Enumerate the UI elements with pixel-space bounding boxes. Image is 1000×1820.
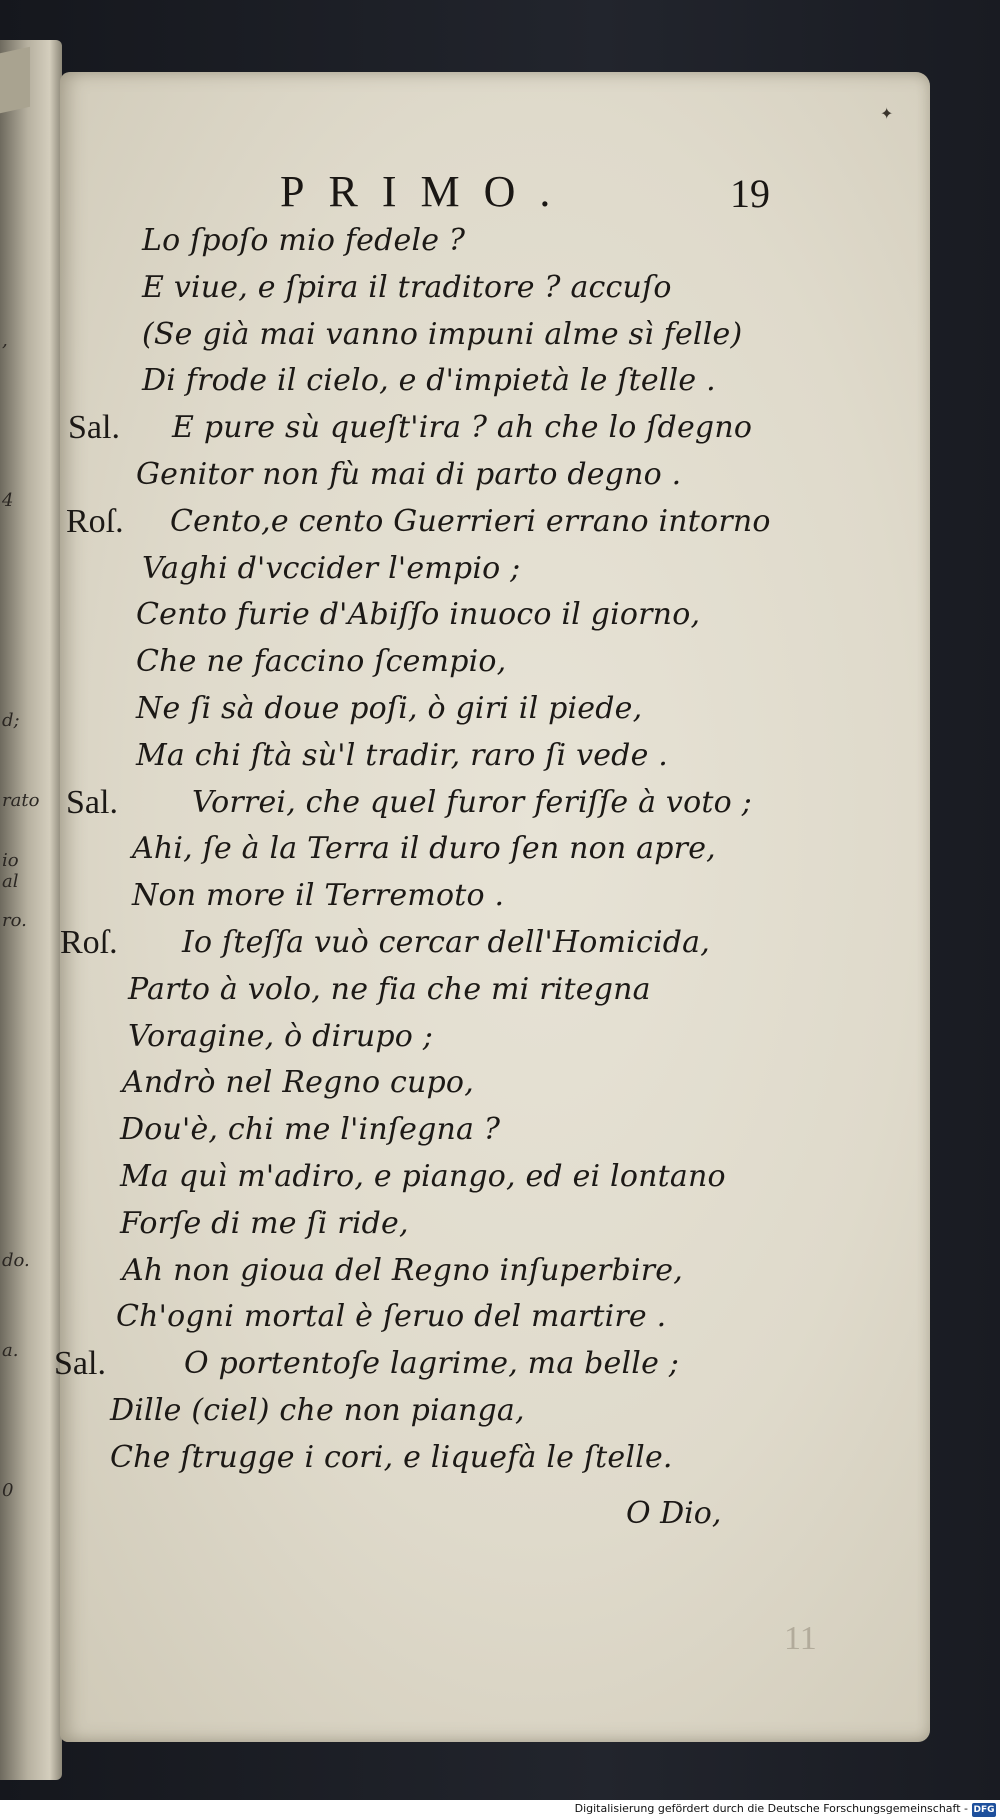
verse-text: Parto à volo, ne fia che mi ritegna: [128, 971, 651, 1007]
verse-line: [80, 452, 840, 499]
verse-text: Lo ſpoſo mio fedele ?: [142, 223, 466, 258]
verse-text: Voragine, ò dirupo ;: [128, 1018, 434, 1054]
verse-line: [80, 686, 840, 733]
margin-fragment: rato: [2, 790, 40, 811]
verse-line: [80, 1248, 840, 1295]
verse-line: [80, 1201, 840, 1248]
verse-text: Ma quì m'adiro, e piango, ed ei lontano: [120, 1158, 726, 1194]
verse-line: [54, 1341, 840, 1388]
verse-line: [80, 265, 840, 312]
verse-text: O portentoſe lagrime, ma belle ;: [184, 1346, 680, 1382]
verse-line: [80, 1060, 840, 1107]
page-header: [280, 166, 800, 226]
verse-line: [80, 639, 840, 686]
verse-line: [80, 1435, 840, 1482]
margin-fragment: ro.: [2, 910, 27, 931]
verse-line: [80, 733, 840, 780]
verse-text: Genitor non fù mai di parto degno .: [136, 456, 682, 492]
verse-line: [66, 499, 840, 546]
verse-text: Ne ſi sà doue poſi, ò giri il piede,: [136, 690, 643, 726]
verse-line: [80, 592, 840, 639]
verse-line: [66, 780, 840, 827]
verse-text: Forſe di me ſi ride,: [120, 1205, 409, 1241]
verse-text: Dou'è, chi me l'inſegna ?: [120, 1112, 501, 1148]
verse-line: [68, 405, 840, 452]
funding-credit: Digitalisierung gefördert durch die Deutsche Forschungsgemeinschaft -: [574, 1802, 968, 1815]
verse-text: Ah non gioua del Regno inſuperbire,: [122, 1252, 683, 1288]
verse-text: Vaghi d'vccider l'empio ;: [142, 550, 521, 586]
page-number: 19: [730, 171, 770, 216]
verse-text: E pure sù queſt'ira ? ah che lo ſdegno: [172, 410, 753, 446]
verse-line: [80, 1294, 840, 1341]
digitization-footer: [0, 1800, 1000, 1820]
verse-line: [80, 1107, 840, 1154]
verse-line: [80, 218, 840, 265]
verse-text: (Se già mai vanno impuni alme sì felle): [142, 316, 743, 352]
verse-line: [80, 1154, 840, 1201]
verse-text: Andrò nel Regno cupo,: [122, 1065, 474, 1101]
verse-line: [80, 546, 840, 593]
verse-line: [80, 826, 840, 873]
verse-text: Non more il Terremoto .: [132, 878, 505, 914]
margin-fragment: ,: [2, 330, 8, 351]
verse-text-block: [54, 218, 840, 1482]
verse-text: Cento,e cento Guerrieri errano intorno: [170, 503, 771, 539]
verse-text: Io ſteſſa vuò cercar dell'Homicida,: [182, 924, 711, 960]
verse-line: [80, 358, 840, 405]
verse-text: Cento furie d'Abiſſo inuoco il giorno,: [136, 597, 701, 633]
verse-text: Ch'ogni mortal è ſeruo del martire .: [116, 1299, 667, 1335]
verse-text: Che ne faccino ſcempio,: [136, 644, 507, 680]
margin-fragment: d;: [2, 710, 20, 731]
margin-fragment: do.: [2, 1250, 30, 1271]
verse-text: E viue, e ſpira il traditore ? accuſo: [142, 269, 672, 305]
speaker-label: Sal.: [68, 409, 120, 447]
speaker-label: Roſ.: [60, 923, 118, 961]
margin-fragment: a.: [2, 1340, 19, 1361]
speaker-label: Sal.: [66, 783, 118, 821]
verse-line: [60, 920, 840, 967]
speaker-label: Sal.: [54, 1345, 106, 1383]
pencil-annotation: 11: [784, 1620, 817, 1657]
dfg-logo: DFG: [973, 1805, 995, 1815]
verse-text: Di frode il cielo, e d'impietà le ſtelle .: [142, 363, 716, 399]
verse-text: Dille (ciel) che non pianga,: [110, 1392, 525, 1428]
margin-fragment: 4: [2, 490, 14, 511]
catchword: O Dio,: [626, 1496, 722, 1531]
verse-text: Ma chi ſtà sù'l tradir, raro ſi vede .: [136, 737, 668, 773]
verse-text: Ahi, ſe à la Terra il duro ſen non apre,: [132, 831, 716, 867]
verse-text: Che ſtrugge i cori, e liquefà le ſtelle.: [110, 1439, 673, 1475]
speaker-label: Roſ.: [66, 502, 124, 540]
verse-line: [80, 1014, 840, 1061]
verse-text: Vorrei, che quel furor feriſſe à voto ;: [192, 784, 752, 820]
facing-page-text-fragments: [0, 330, 40, 1530]
ornament-mark: ✦: [880, 104, 894, 123]
running-head: PRIMO.: [280, 167, 575, 216]
verse-line: [80, 312, 840, 359]
margin-fragment: io al: [2, 850, 19, 892]
margin-fragment: 0: [2, 1480, 14, 1501]
verse-line: [80, 1388, 840, 1435]
verse-line: [80, 967, 840, 1014]
verse-line: [80, 873, 840, 920]
facing-page-corner: [0, 47, 30, 113]
